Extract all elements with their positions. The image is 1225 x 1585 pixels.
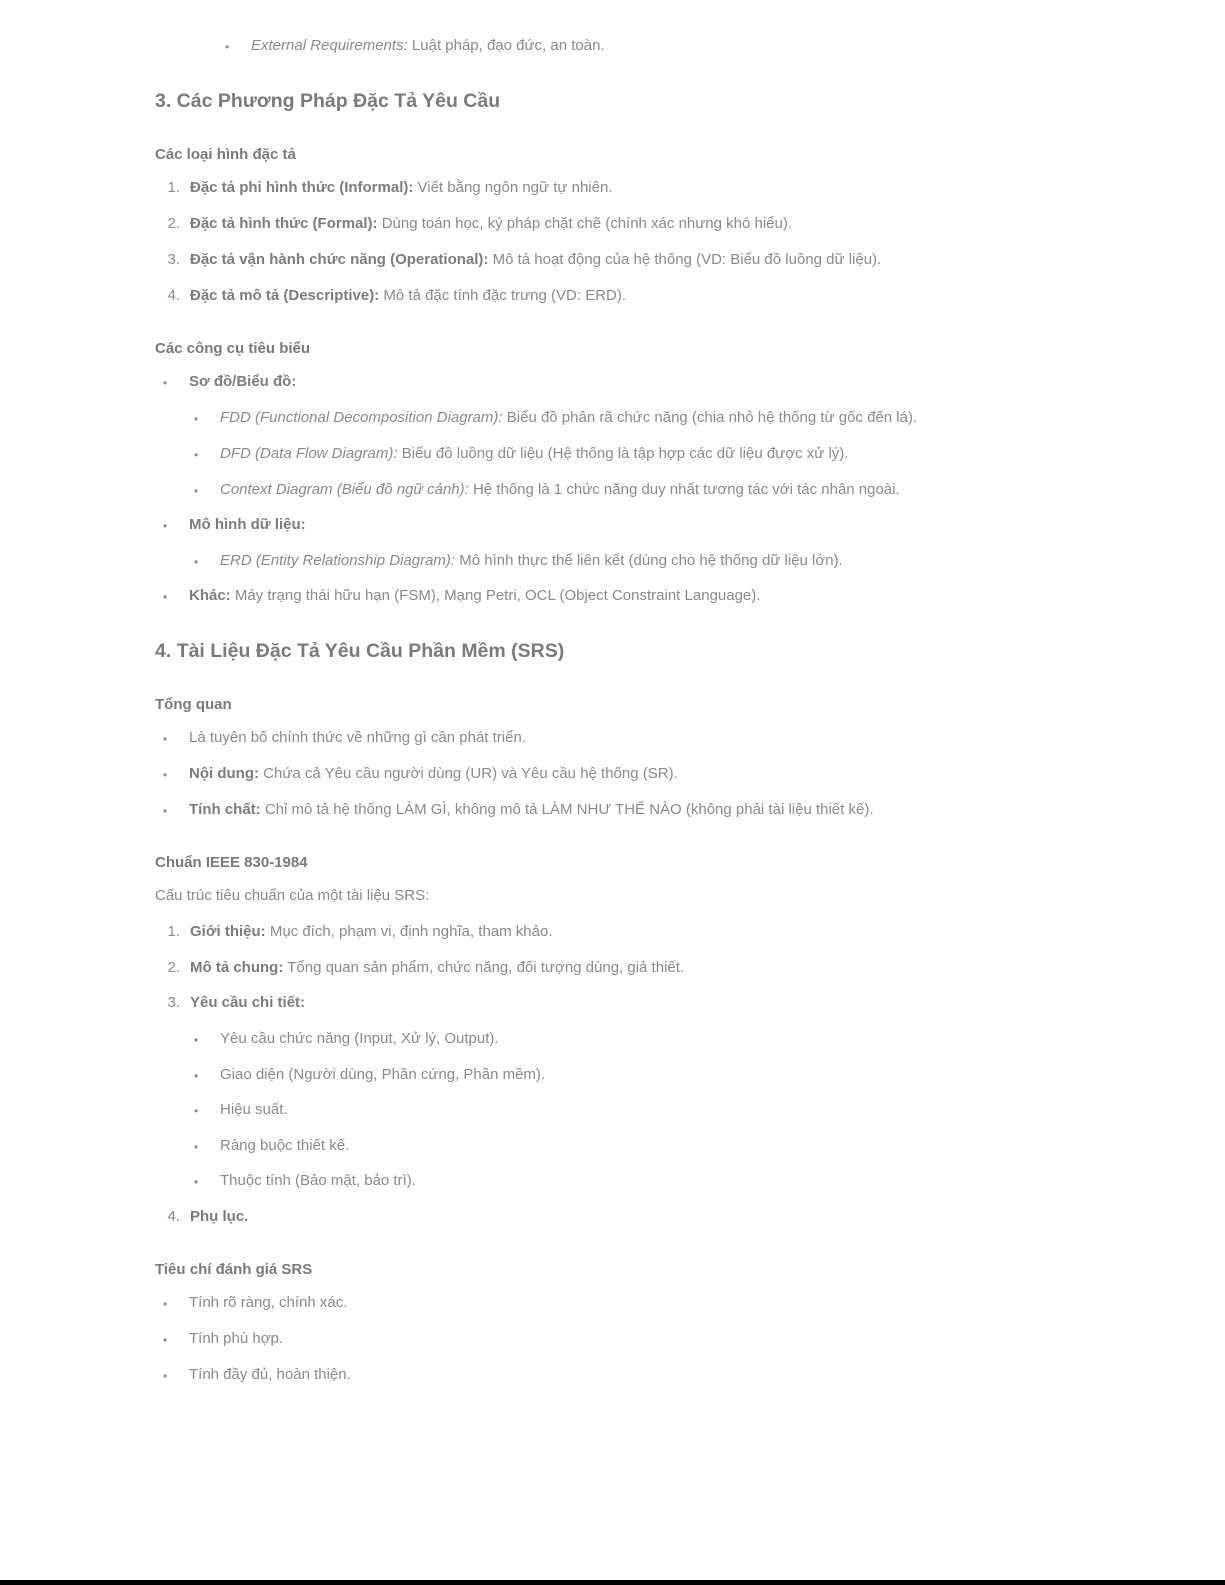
list-item: • Ràng buộc thiết kế. <box>194 1137 350 1154</box>
list-item: • DFD (Data Flow Diagram): Biểu đồ luồng dữ liệu (Hệ thống là tập hợp các dữ liệu được xử lý). <box>194 445 849 462</box>
list-item: 1. Đặc tả phi hình thức (Informal): Viết bằng ngôn ngữ tự nhiên. <box>167 179 613 196</box>
list-item: 1. Giới thiệu: Mục đích, phạm vi, định nghĩa, tham khảo. <box>167 923 553 940</box>
section-3-title: 3. Các Phương Pháp Đặc Tả Yêu Cầu <box>155 90 501 112</box>
list-item: 2. Đặc tả hình thức (Formal): Dùng toán học, ký pháp chặt chẽ (chính xác nhưng khó hiểu). <box>167 215 793 232</box>
section-4-title: 4. Tài Liệu Đặc Tả Yêu Cầu Phần Mềm (SRS) <box>155 640 565 662</box>
list-item: • Tính phù hợp. <box>163 1330 284 1347</box>
list-item: • Tính rõ ràng, chính xác. <box>163 1294 348 1311</box>
list-item: • Nội dung: Chứa cả Yêu cầu người dùng (UR) và Yêu cầu hệ thống (SR). <box>163 765 678 782</box>
list-item: 4. Phụ lục. <box>167 1208 249 1225</box>
list-item: • ERD (Entity Relationship Diagram): Mô hình thực thể liên kết (dùng cho hệ thống dữ liệu lớn). <box>194 552 843 569</box>
page-bottom-border <box>0 1580 1225 1585</box>
list-item: • Mô hình dữ liệu: <box>163 516 306 533</box>
list-item: • Giao diện (Người dùng, Phần cứng, Phần mềm). <box>194 1066 546 1083</box>
list-item <box>225 36 605 56</box>
types-heading: Các loại hình đặc tả <box>155 146 296 163</box>
list-item: 4. Đặc tả mô tả (Descriptive): Mô tả đặc tính đặc trưng (VD: ERD). <box>167 287 627 304</box>
list-item: • Thuộc tính (Bảo mật, bảo trì). <box>194 1172 416 1189</box>
bullet: • <box>225 40 230 54</box>
item-label: External Requirements: <box>251 37 408 54</box>
list-item: • Hiệu suất. <box>194 1101 288 1118</box>
item-text: Luật pháp, đạo đức, an toàn. <box>407 37 605 54</box>
list-item: 2. Mô tả chung: Tổng quan sản phẩm, chức năng, đối tượng dùng, giả thiết. <box>167 959 685 976</box>
ieee-intro: Cấu trúc tiêu chuẩn của một tài liệu SRS: <box>155 887 430 904</box>
list-item: • Tính đầy đủ, hoàn thiện. <box>163 1366 351 1383</box>
list-item: • Context Diagram (Biểu đồ ngữ cảnh): Hệ thống là 1 chức năng duy nhất tương tác với tác nhân ngoài. <box>194 481 900 498</box>
list-item: • FDD (Functional Decomposition Diagram): Biểu đồ phân rã chức năng (chia nhỏ hệ thống từ gốc đến lá). <box>194 409 918 426</box>
tools-heading: Các công cụ tiêu biểu <box>155 340 311 357</box>
list-item: • Yêu cầu chức năng (Input, Xử lý, Output). <box>194 1030 499 1047</box>
list-item: • Khác: Máy trạng thái hữu hạn (FSM), Mạng Petri, OCL (Object Constraint Language). <box>163 587 761 604</box>
criteria-heading: Tiêu chí đánh giá SRS <box>155 1261 313 1278</box>
list-item: 3. Yêu cầu chi tiết: <box>167 994 306 1011</box>
ieee-heading: Chuẩn IEEE 830-1984 <box>155 854 308 871</box>
list-item: 3. Đặc tả vận hành chức năng (Operational): Mô tả hoạt động của hệ thống (VD: Biểu đồ luồng dữ liệu). <box>167 251 882 268</box>
list-item: • Sơ đồ/Biểu đồ: <box>163 373 297 390</box>
list-item: • Là tuyên bố chính thức về những gì cần phát triển. <box>163 729 526 746</box>
list-item: • Tính chất: Chỉ mô tả hệ thống LÀM GÌ, không mô tả LÀM NHƯ THẾ NÀO (không phải tài liệu thiết kế). <box>163 801 874 818</box>
overview-heading: Tổng quan <box>155 696 232 713</box>
